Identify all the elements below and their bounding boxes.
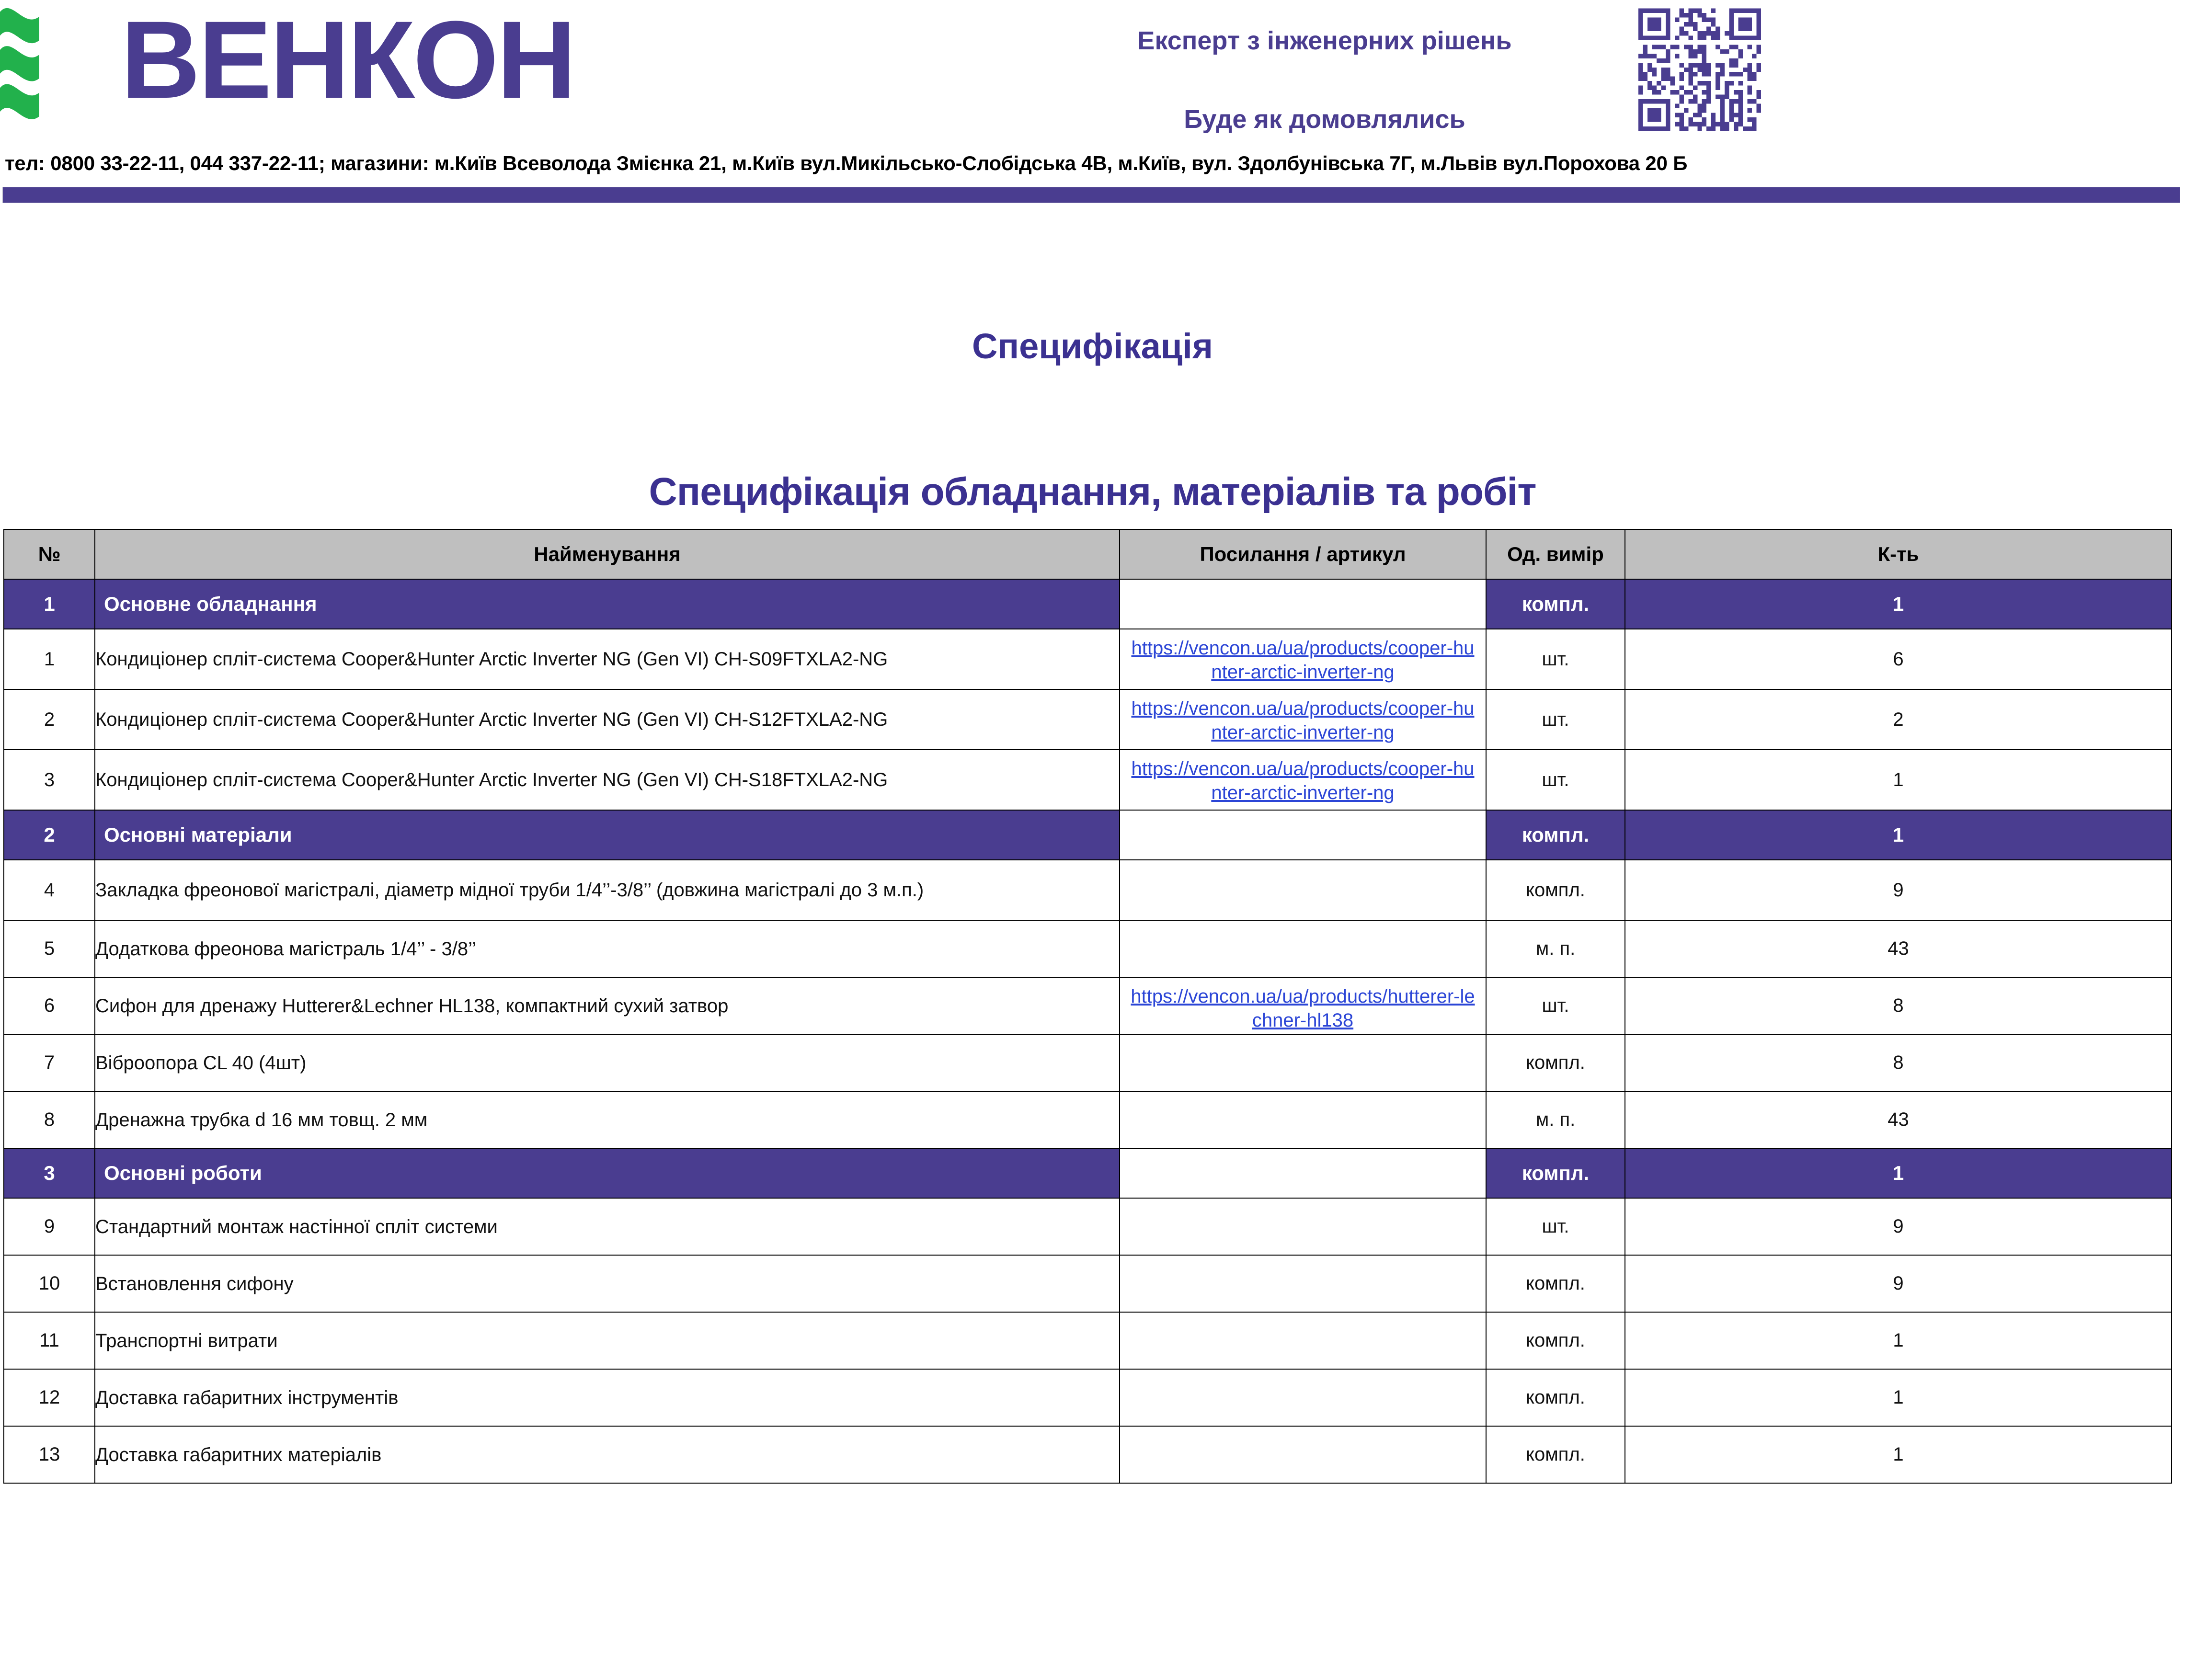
cell-name: Сифон для дренажу Hutterer&Lechner HL138, компактний сухий затвор (95, 977, 1120, 1034)
cell-link (1120, 920, 1486, 977)
wave-logo-icon (0, 2, 119, 122)
product-link[interactable]: https://vencon.ua/ua/products/hutterer-lechner-hl138 (1131, 986, 1475, 1031)
cell-name: Стандартний монтаж настінної спліт системи (95, 1198, 1120, 1255)
cell-link (1120, 1369, 1486, 1426)
specification-table (3, 529, 2172, 1484)
cell-quantity: 1 (1625, 810, 2172, 860)
column-header-unit: Од. вимір (1486, 529, 1625, 579)
cell-link (1120, 810, 1486, 860)
table-row (4, 920, 2172, 977)
cell-name: Закладка фреонової магістралі, діаметр мідної труби 1/4’’-3/8’’ (довжина магістралі до 3 м.п.) (95, 860, 1120, 920)
cell-unit: компл. (1486, 1148, 1625, 1198)
cell-link (1120, 1255, 1486, 1312)
cell-quantity: 1 (1625, 1312, 2172, 1369)
cell-unit: м. п. (1486, 1091, 1625, 1148)
cell-number: 3 (4, 1148, 95, 1198)
cell-quantity: 1 (1625, 1148, 2172, 1198)
cell-name: Дренажна трубка d 16 мм товщ. 2 мм (95, 1091, 1120, 1148)
table-row (4, 1426, 2172, 1483)
cell-quantity: 43 (1625, 1091, 2172, 1148)
table-row (4, 1312, 2172, 1369)
product-link[interactable]: https://vencon.ua/ua/products/cooper-hunter-arctic-inverter-ng (1131, 758, 1475, 803)
cell-quantity: 1 (1625, 1426, 2172, 1483)
cell-name: Кондиціонер спліт-система Cooper&Hunter Arctic Inverter NG (Gen VI) CH-S18FTXLA2-NG (95, 750, 1120, 810)
cell-quantity: 9 (1625, 1255, 2172, 1312)
cell-unit: шт. (1486, 977, 1625, 1034)
table-row (4, 1255, 2172, 1312)
cell-number: 9 (4, 1198, 95, 1255)
cell-unit: компл. (1486, 1426, 1625, 1483)
column-header-num: № (4, 529, 95, 579)
brand-name: ВЕНКОН (121, 0, 574, 121)
contact-line: тел: 0800 33-22-11, 044 337-22-11; магазини: м.Київ Всеволода Змієнка 21, м.Київ вул.Микільсько-Слобідська 4В, м.Київ, вул. Здолбунівська 7Г, м.Львів вул.Порохова 20 Б (5, 152, 1688, 174)
cell-unit: компл. (1486, 1369, 1625, 1426)
cell-unit: шт. (1486, 750, 1625, 810)
table-row (4, 1034, 2172, 1091)
cell-name: Кондиціонер спліт-система Cooper&Hunter Arctic Inverter NG (Gen VI) CH-S12FTXLA2-NG (95, 689, 1120, 750)
cell-name: Доставка габаритних інструментів (95, 1369, 1120, 1426)
cell-unit: компл. (1486, 1034, 1625, 1091)
table-section-row (4, 810, 2172, 860)
cell-number: 2 (4, 810, 95, 860)
tagline-primary: Експерт з інженерних рішень (1137, 26, 1512, 55)
cell-unit: компл. (1486, 810, 1625, 860)
cell-name: Встановлення сифону (95, 1255, 1120, 1312)
cell-name: Віброопора CL 40 (4шт) (95, 1034, 1120, 1091)
table-section-row (4, 1148, 2172, 1198)
cell-unit: шт. (1486, 629, 1625, 689)
company-logo (0, 0, 574, 122)
table-row (4, 977, 2172, 1034)
spec-section-title: Специфікація обладнання, матеріалів та робіт (649, 470, 1536, 514)
product-link[interactable]: https://vencon.ua/ua/products/cooper-hunter-arctic-inverter-ng (1131, 638, 1475, 683)
cell-link (1120, 1148, 1486, 1198)
table-row (4, 1091, 2172, 1148)
cell-link (1120, 579, 1486, 629)
column-header-link: Посилання / артикул (1120, 529, 1486, 579)
cell-name: Основне обладнання (95, 579, 1120, 629)
cell-name: Основні матеріали (95, 810, 1120, 860)
page-title: Специфікація (972, 326, 1213, 366)
qr-code-icon[interactable] (1625, 4, 1774, 136)
cell-unit: компл. (1486, 860, 1625, 920)
cell-quantity: 1 (1625, 1369, 2172, 1426)
cell-unit: шт. (1486, 689, 1625, 750)
cell-quantity: 43 (1625, 920, 2172, 977)
cell-link (1120, 1198, 1486, 1255)
cell-quantity: 1 (1625, 579, 2172, 629)
cell-link[interactable] (1120, 977, 1486, 1034)
cell-name: Додаткова фреонова магістраль 1/4’’ - 3/8’’ (95, 920, 1120, 977)
cell-unit: компл. (1486, 1255, 1625, 1312)
table-row (4, 750, 2172, 810)
cell-quantity: 9 (1625, 1198, 2172, 1255)
cell-link (1120, 860, 1486, 920)
table-section-row (4, 579, 2172, 629)
table-row (4, 1198, 2172, 1255)
cell-link (1120, 1091, 1486, 1148)
cell-number: 1 (4, 579, 95, 629)
product-link[interactable]: https://vencon.ua/ua/products/cooper-hunter-arctic-inverter-ng (1131, 698, 1475, 743)
header-divider-bar (2, 187, 2180, 203)
cell-number: 10 (4, 1255, 95, 1312)
taglines (1071, 26, 1579, 134)
cell-unit: компл. (1486, 1312, 1625, 1369)
cell-number: 11 (4, 1312, 95, 1369)
cell-unit: компл. (1486, 579, 1625, 629)
cell-number: 12 (4, 1369, 95, 1426)
cell-link[interactable] (1120, 629, 1486, 689)
cell-number: 4 (4, 860, 95, 920)
cell-quantity: 6 (1625, 629, 2172, 689)
cell-unit: шт. (1486, 1198, 1625, 1255)
cell-name: Доставка габаритних матеріалів (95, 1426, 1120, 1483)
cell-link (1120, 1312, 1486, 1369)
cell-link (1120, 1034, 1486, 1091)
cell-number: 2 (4, 689, 95, 750)
tagline-secondary: Буде як домовлялись (1184, 105, 1465, 134)
cell-link[interactable] (1120, 750, 1486, 810)
table-row (4, 689, 2172, 750)
cell-name: Кондиціонер спліт-система Cooper&Hunter Arctic Inverter NG (Gen VI) CH-S09FTXLA2-NG (95, 629, 1120, 689)
column-header-name: Найменування (95, 529, 1120, 579)
table-body (4, 579, 2172, 1483)
cell-unit: м. п. (1486, 920, 1625, 977)
cell-name: Транспортні витрати (95, 1312, 1120, 1369)
cell-number: 1 (4, 629, 95, 689)
cell-quantity: 8 (1625, 977, 2172, 1034)
cell-number: 13 (4, 1426, 95, 1483)
cell-quantity: 8 (1625, 1034, 2172, 1091)
table-header-row (4, 529, 2172, 579)
cell-quantity: 2 (1625, 689, 2172, 750)
qr-code-svg (1625, 4, 1774, 136)
table-row (4, 1369, 2172, 1426)
cell-quantity: 9 (1625, 860, 2172, 920)
cell-number: 8 (4, 1091, 95, 1148)
specification-table-wrapper (3, 529, 2171, 1484)
page-header (0, 0, 2185, 187)
cell-number: 7 (4, 1034, 95, 1091)
cell-quantity: 1 (1625, 750, 2172, 810)
cell-name: Основні роботи (95, 1148, 1120, 1198)
table-row (4, 629, 2172, 689)
cell-number: 5 (4, 920, 95, 977)
cell-link (1120, 1426, 1486, 1483)
cell-number: 6 (4, 977, 95, 1034)
table-row (4, 860, 2172, 920)
column-header-qty: К-ть (1625, 529, 2172, 579)
cell-number: 3 (4, 750, 95, 810)
table-head (4, 529, 2172, 579)
cell-link[interactable] (1120, 689, 1486, 750)
